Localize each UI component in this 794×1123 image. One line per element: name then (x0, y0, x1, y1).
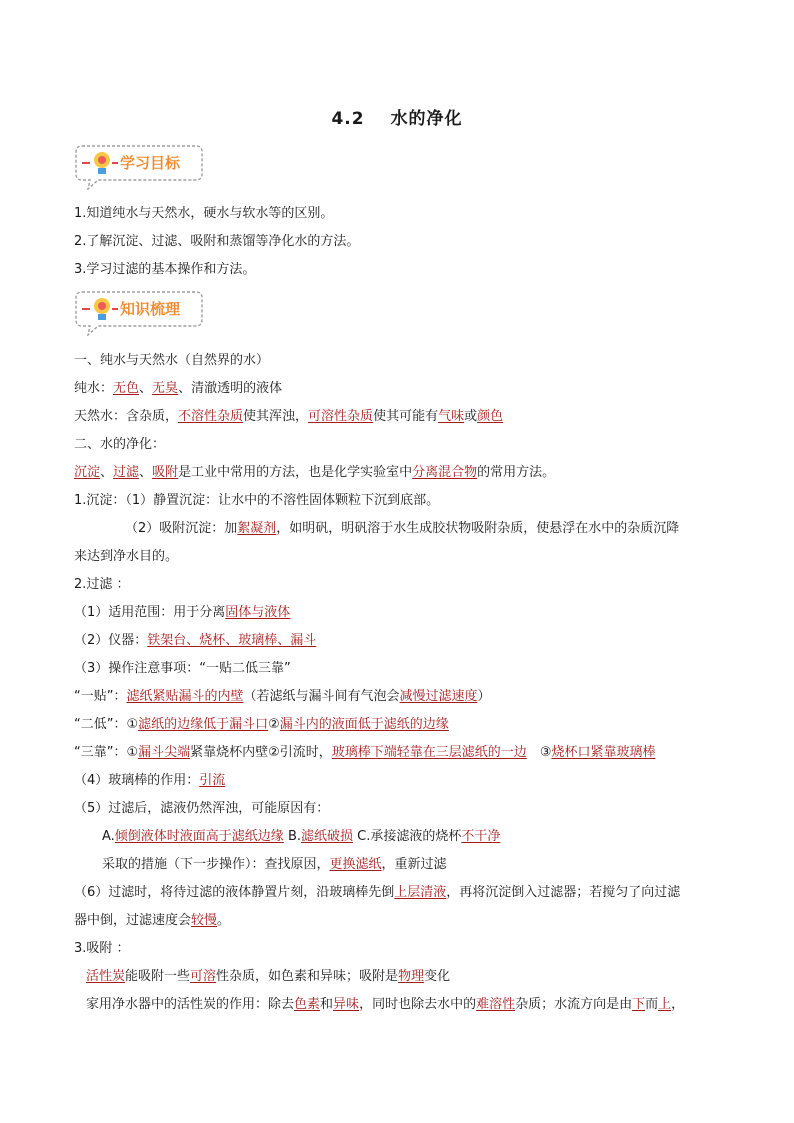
answer-highlight: 固体与液体 (225, 605, 291, 620)
text-line (74, 492, 439, 510)
text-segment: （2）仪器： (74, 633, 148, 648)
answer-highlight: 漏斗内的液面低于滤纸的边缘 (279, 717, 449, 732)
text-segment: 一、纯水与天然水（自然界的水） (74, 353, 270, 368)
text-segment: 是工业中常用的方法，也是化学实验室中 (178, 465, 413, 480)
answer-highlight: 可溶性杂质 (308, 409, 374, 424)
answer-highlight: 色素 (294, 997, 321, 1012)
answer-highlight: 下 (632, 997, 646, 1012)
answer-highlight: 颜色 (477, 409, 504, 424)
answer-highlight: 难溶性 (476, 997, 516, 1012)
text-line (74, 912, 230, 930)
text-segment: “二低”：① (74, 717, 139, 732)
text-segment: 来达到净水目的。 (74, 549, 179, 564)
answer-highlight: 滤纸紧贴漏斗的内壁 (126, 689, 244, 704)
text-line (74, 233, 359, 251)
answer-highlight: 活性炭 (86, 969, 126, 984)
answer-highlight: 滤纸的边缘低于漏斗口 (138, 717, 269, 732)
text-segment: 器中倒，过滤速度会 (74, 913, 192, 928)
answer-highlight: 可溶 (190, 969, 217, 984)
bulb-badge-icon (72, 286, 204, 336)
text-segment: C.承接滤液的烧杯 (353, 829, 462, 844)
text-segment: B. (283, 829, 301, 844)
title-number: 4.2 (331, 109, 365, 129)
text-segment: 而 (645, 997, 659, 1012)
answer-highlight: 不溶性杂质 (178, 409, 244, 424)
text-segment: 使其可能有 (373, 409, 439, 424)
answer-highlight: 滤纸破损 (301, 829, 354, 844)
text-line (74, 576, 130, 594)
answer-highlight: 减慢过滤速度 (399, 689, 478, 704)
text-segment: 使其浑浊， (243, 409, 309, 424)
text-segment: 家用净水器中的活性炭的作用：除去 (86, 997, 295, 1012)
text-segment: 1.知道纯水与天然水，硬水与软水等的区别。 (74, 206, 334, 221)
text-segment: ，如明矾，明矾溶于水生成胶状物吸附杂质，使悬浮在水中的杂质沉降 (276, 521, 680, 536)
text-line (74, 408, 503, 426)
answer-highlight: 上 (658, 997, 672, 1012)
answer-highlight: 絮凝剂 (237, 521, 277, 536)
text-line (86, 968, 450, 986)
answer-highlight: 烧杯口紧靠玻璃棒 (551, 745, 656, 760)
text-segment: 紧靠烧杯内壁②引流时， (190, 745, 332, 760)
text-line (74, 464, 555, 482)
text-segment: 、 (100, 465, 114, 480)
answer-highlight: 无色 (113, 381, 140, 396)
text-segment: 或 (464, 409, 478, 424)
title-text: 水的净化 (390, 109, 463, 129)
text-line (74, 436, 165, 454)
answer-highlight: 漏斗尖端 (138, 745, 191, 760)
text-segment: 采取的措施（下一步操作）：查找原因， (102, 857, 330, 872)
text-segment: 二、水的净化： (74, 437, 166, 452)
answer-highlight: 不干净 (461, 829, 501, 844)
text-segment: ② (268, 717, 280, 732)
page-title (0, 104, 794, 129)
answer-highlight: 过滤 (113, 465, 140, 480)
text-segment: ，再将沉淀倒入过滤器；若搅匀了向过滤 (446, 885, 681, 900)
text-segment: （若滤纸与漏斗间有气泡会 (243, 689, 400, 704)
text-line (74, 772, 225, 790)
text-segment: 。 (217, 913, 231, 928)
text-segment: 2.了解沉淀、过滤、吸附和蒸馏等净化水的方法。 (74, 234, 360, 249)
text-segment: 、 (139, 465, 153, 480)
text-line (74, 205, 333, 223)
answer-highlight: 沉淀 (74, 465, 101, 480)
text-segment: （6）过滤时，将待过滤的液体静置片刻，沿玻璃棒先倒 (74, 885, 395, 900)
text-segment: 纯水： (74, 381, 114, 396)
text-line (74, 261, 255, 279)
text-line (74, 716, 449, 734)
text-line (74, 940, 130, 958)
answer-highlight: 倾倒液体时液面高于滤纸边缘 (114, 829, 284, 844)
text-segment: ③ (526, 745, 552, 760)
text-line (74, 800, 329, 818)
text-segment: ，重新过滤 (381, 857, 447, 872)
answer-highlight: 分离混合物 (412, 465, 478, 480)
text-segment: （3）操作注意事项：“一贴二低三靠” (74, 661, 291, 676)
text-segment: 变化 (424, 969, 451, 984)
answer-highlight: 较慢 (191, 913, 218, 928)
text-segment: 3.吸附 ： (74, 941, 130, 956)
text-segment: 2.过滤 ： (74, 577, 130, 592)
answer-highlight: 异味 (333, 997, 360, 1012)
text-line (74, 688, 491, 706)
text-segment: ） (477, 689, 491, 704)
text-line (74, 548, 178, 566)
text-segment: “一贴”： (74, 689, 127, 704)
answer-highlight: 引流 (199, 773, 226, 788)
text-line (74, 884, 680, 902)
text-segment: ， (671, 997, 685, 1012)
badge-label-knowledge: 知识梳理 (120, 300, 181, 318)
text-line (74, 632, 316, 650)
text-line (74, 604, 290, 622)
text-segment: 天然水：含杂质， (74, 409, 179, 424)
text-segment: 性杂质，如色素和异味；吸附是 (216, 969, 399, 984)
text-line (102, 828, 500, 846)
badge-label-learning-goals: 学习目标 (120, 154, 181, 172)
text-segment: 杂质；水流方向是由 (515, 997, 633, 1012)
text-segment: 、 (139, 381, 153, 396)
text-segment: A. (102, 829, 115, 844)
text-line (74, 660, 291, 678)
text-line (74, 380, 282, 398)
text-segment: （2）吸附沉淀：加 (125, 521, 238, 536)
section-badge-knowledge (72, 286, 204, 336)
answer-highlight: 无臭 (152, 381, 179, 396)
answer-highlight: 更换滤纸 (329, 857, 382, 872)
text-line (125, 520, 679, 538)
text-segment: （5）过滤后，滤液仍然浑浊，可能原因有： (74, 801, 330, 816)
text-line (86, 996, 684, 1014)
answer-highlight: 上层清液 (394, 885, 447, 900)
text-segment: 1.沉淀：（1）静置沉淀：让水中的不溶性固体颗粒下沉到底部。 (74, 493, 440, 508)
text-segment: 3.学习过滤的基本操作和方法。 (74, 262, 256, 277)
text-line (74, 352, 269, 370)
text-line (102, 856, 447, 874)
answer-highlight: 气味 (438, 409, 465, 424)
text-segment: 和 (320, 997, 334, 1012)
text-segment: 、清澈透明的液体 (178, 381, 283, 396)
answer-highlight: 铁架台、烧杯、玻璃棒、漏斗 (147, 633, 317, 648)
text-segment: （4）玻璃棒的作用： (74, 773, 200, 788)
text-segment: 能吸附一些 (125, 969, 191, 984)
text-segment: ，同时也除去水中的 (359, 997, 477, 1012)
bulb-badge-icon (72, 140, 204, 190)
answer-highlight: 玻璃棒下端轻靠在三层滤纸的一边 (331, 745, 527, 760)
text-segment: （1）适用范围：用于分离 (74, 605, 226, 620)
section-badge-learning-goals (72, 140, 204, 190)
answer-highlight: 物理 (398, 969, 425, 984)
text-line (74, 744, 655, 762)
text-segment: “三靠”：① (74, 745, 139, 760)
text-segment: 的常用方法。 (477, 465, 556, 480)
answer-highlight: 吸附 (152, 465, 179, 480)
